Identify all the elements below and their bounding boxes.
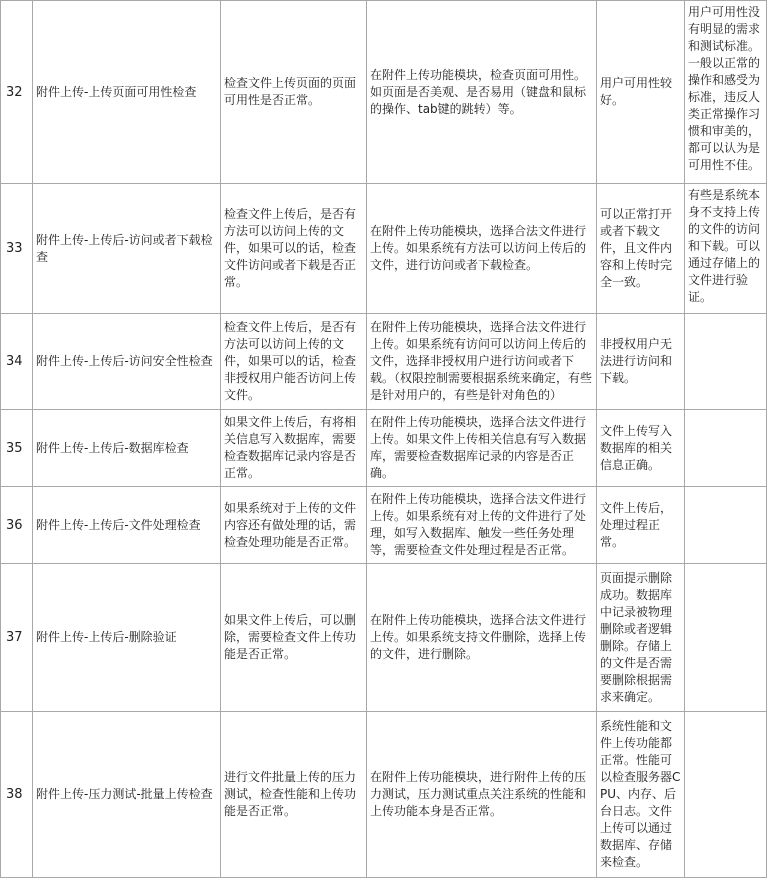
case-steps: 在附件上传功能模块，选择合法文件进行上传。如果系统有对上传的文件进行了处理，如写入数据库、触发一些任务处理等，需要检查文件处理过程是否正常。 <box>367 487 597 564</box>
case-expected: 文件上传后，处理过程正常。 <box>597 487 685 564</box>
table-row <box>1 564 767 712</box>
case-note: 用户可用性没有明显的需求和测试标准。一般以正常的操作和感受为标准，违反人类正常操作习惯和审美的，都可以认为是可用性不佳。 <box>685 1 767 184</box>
case-item: 附件上传-上传后-访问安全性检查 <box>33 314 221 410</box>
case-note <box>685 487 767 564</box>
case-item: 附件上传-上传页面可用性检查 <box>33 1 221 184</box>
case-steps: 在附件上传功能模块，进行附件上传的压力测试，压力测试重点关注系统的性能和上传功能本身是否正常。 <box>367 712 597 878</box>
case-expected: 文件上传写入数据库的相关信息正确。 <box>597 410 685 487</box>
case-description: 检查文件上传后，是否有方法可以访问上传的文件，如果可以的话，检查非授权用户能否访问上传文件。 <box>221 314 367 410</box>
case-number: 36 <box>1 487 33 564</box>
case-note <box>685 410 767 487</box>
case-item: 附件上传-上传后-访问或者下载检查 <box>33 184 221 314</box>
case-number: 37 <box>1 564 33 712</box>
case-note: 有些是系统本身不支持上传的文件的访问和下载。可以通过存储上的文件进行验证。 <box>685 184 767 314</box>
table-row <box>1 487 767 564</box>
case-item: 附件上传-压力测试-批量上传检查 <box>33 712 221 878</box>
table-row <box>1 184 767 314</box>
case-steps: 在附件上传功能模块，选择合法文件进行上传。如果系统有访问可以访问上传后的文件，选择非授权用户进行访问或者下载。（权限控制需要根据系统来确定，有些是针对用户的，有些是针对角色的） <box>367 314 597 410</box>
case-number: 32 <box>1 1 33 184</box>
case-steps: 在附件上传功能模块，选择合法文件进行上传。如果文件上传相关信息有写入数据库，需要检查数据库记录的内容是否正确。 <box>367 410 597 487</box>
case-item: 附件上传-上传后-删除验证 <box>33 564 221 712</box>
case-description: 检查文件上传页面的页面可用性是否正常。 <box>221 1 367 184</box>
case-description: 如果文件上传后，可以删除，需要检查文件上传功能是否正常。 <box>221 564 367 712</box>
case-expected: 非授权用户无法进行访问和下载。 <box>597 314 685 410</box>
case-steps: 在附件上传功能模块，检查页面可用性。如页面是否美观、是否易用（键盘和鼠标的操作、tab键的跳转）等。 <box>367 1 597 184</box>
case-number: 38 <box>1 712 33 878</box>
case-item: 附件上传-上传后-数据库检查 <box>33 410 221 487</box>
case-item: 附件上传-上传后-文件处理检查 <box>33 487 221 564</box>
case-expected: 可以正常打开或者下载文件，且文件内容和上传时完全一致。 <box>597 184 685 314</box>
case-description: 进行文件批量上传的压力测试，检查性能和上传功能是否正常。 <box>221 712 367 878</box>
case-steps: 在附件上传功能模块，选择合法文件进行上传。如果系统有方法可以访问上传后的文件，进行访问或者下载检查。 <box>367 184 597 314</box>
case-number: 34 <box>1 314 33 410</box>
table-row <box>1 410 767 487</box>
case-expected: 页面提示删除成功。数据库中记录被物理删除或者逻辑删除。存储上的文件是否需要删除根据需求来确定。 <box>597 564 685 712</box>
case-description: 如果系统对于上传的文件内容还有做处理的话，需检查处理功能是否正常。 <box>221 487 367 564</box>
table-row <box>1 712 767 878</box>
case-steps: 在附件上传功能模块，选择合法文件进行上传。如果系统支持文件删除，选择上传的文件，进行删除。 <box>367 564 597 712</box>
case-description: 如果文件上传后，有将相关信息写入数据库，需要检查数据库记录内容是否正常。 <box>221 410 367 487</box>
table-row <box>1 314 767 410</box>
case-expected: 系统性能和文件上传功能都正常。性能可以检查服务器CPU、内存、后台日志。文件上传可以通过数据库、存储来检查。 <box>597 712 685 878</box>
case-note <box>685 564 767 712</box>
table-row <box>1 1 767 184</box>
case-number: 33 <box>1 184 33 314</box>
case-note <box>685 314 767 410</box>
case-number: 35 <box>1 410 33 487</box>
case-description: 检查文件上传后，是否有方法可以访问上传的文件，如果可以的话，检查文件访问或者下载是否正常。 <box>221 184 367 314</box>
case-note <box>685 712 767 878</box>
case-expected: 用户可用性较好。 <box>597 1 685 184</box>
